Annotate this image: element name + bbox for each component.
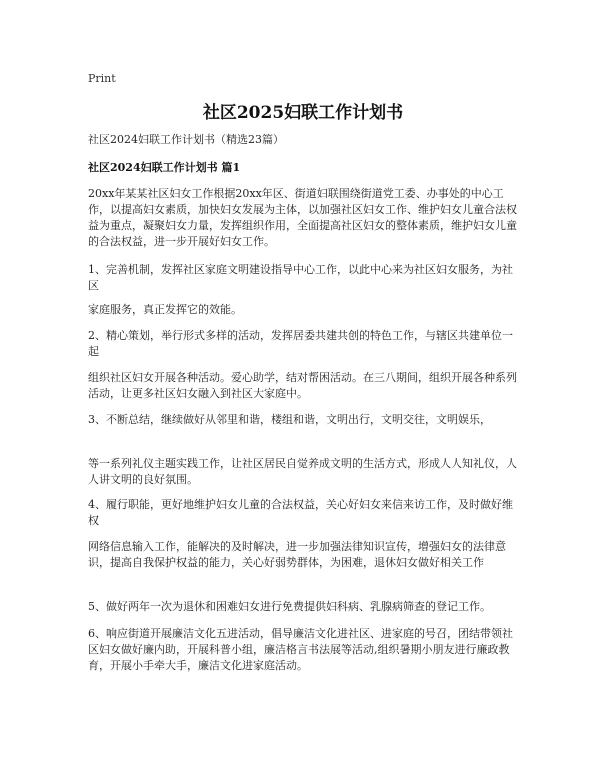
- paragraph-item-3: 3、不断总结，继续做好从邻里和谐，楼组和谐，文明出行，文明交往，文明娱乐，: [88, 413, 491, 426]
- paragraph-item-6: 6、响应街道开展廉洁文化五进活动，倡导廉洁文化进社区、进家庭的号召，团结带领社区妇女做好廉内助，开展科普小组，廉洁格言书法展等活动,组织暑期小朋友进行廉政教育，开展小手牵大手，廉洁文化进家庭活动。: [88, 627, 513, 672]
- paragraph-item-5: 5、做好两年一次为退休和困难妇女进行免费提供妇科病、乳腺病筛查的登记工作。: [88, 600, 491, 613]
- paragraph-item-4-cont: 网络信息输入工作，能解决的及时解决，进一步加强法律知识宣传，增强妇女的法律意识，提高自我保护权益的能力，关心好弱势群体，为困难，退休妇女做好相关工作: [88, 540, 506, 569]
- paragraph-item-3-cont: 等一系列礼仪主题实践工作，让社区居民自觉养成文明的生活方式，形成人人知礼仪，人人讲文明的良好氛围。: [88, 457, 517, 486]
- document-subtitle: 社区2024妇联工作计划书（精选23篇）: [88, 133, 284, 146]
- page-title: 社区2025妇联工作计划书: [202, 103, 404, 123]
- section-heading: 社区2024妇联工作计划书 篇1: [88, 161, 241, 174]
- paragraph-item-1: 1、完善机制，发挥社区家庭文明建设指导中心工作，以此中心来为社区妇女服务，为社区: [88, 263, 513, 292]
- paragraph-item-1-cont: 家庭服务，真正发挥它的效能。: [88, 303, 242, 316]
- paragraph-item-4: 4、履行职能，更好地维护妇女儿童的合法权益，关心好妇女来信来访工作，及时做好维权: [88, 498, 513, 527]
- paragraph-item-2-cont: 组织社区妇女开展各种活动。爱心助学，结对帮困活动。在三八期间，组织开展各种系列活动，让更多社区妇女融入到社区大家庭中。: [88, 371, 517, 400]
- paragraph-item-2: 2、精心策划，举行形式多样的活动，发挥居委共建共创的特色工作，与辖区共建单位一起: [88, 329, 513, 358]
- print-label[interactable]: Print: [88, 72, 116, 85]
- paragraph-intro: 20xx年某某社区妇女工作根据20xx年区、街道妇联围绕街道党工委、办事处的中心工作，以提高妇女素质，加快妇女发展为主体，以加强社区妇女工作、维护妇女儿童合法权益为重点，凝聚妇女力量，发挥组织作用，全面提高社区妇女的整体素质，维护妇女儿童的合法权益，进一步开展好妇女工作。: [88, 187, 517, 248]
